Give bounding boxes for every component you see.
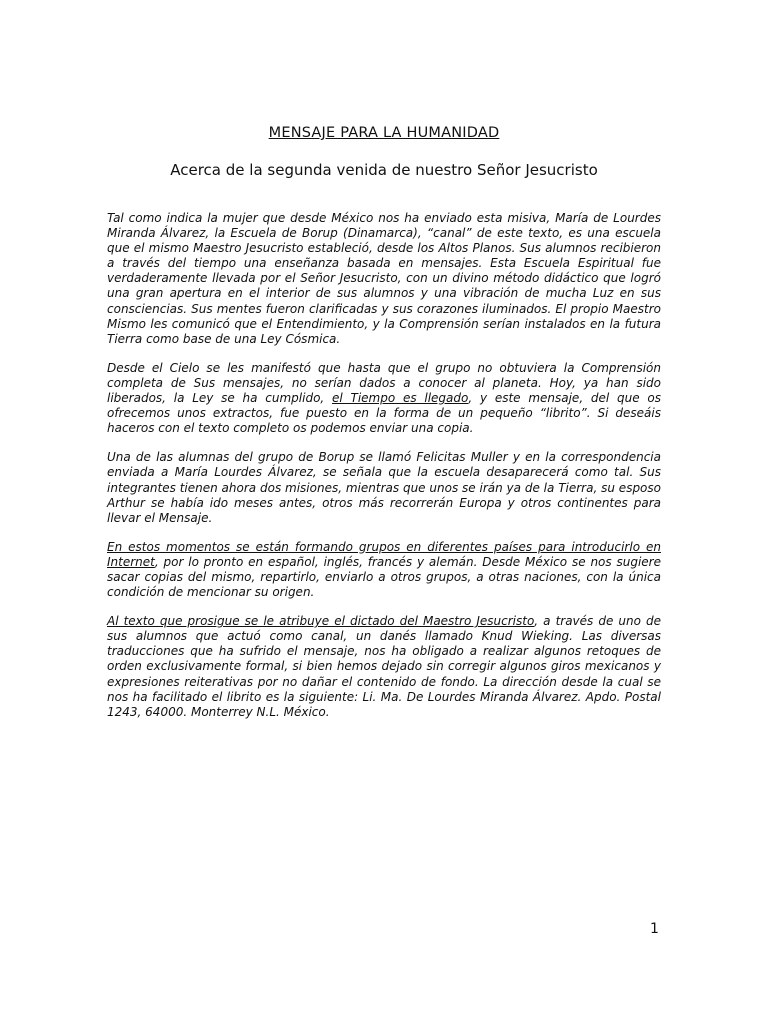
paragraph-internet bbox=[107, 540, 661, 600]
paragraph-dictation bbox=[107, 614, 661, 720]
underlined-phrase: Al texto que prosigue se le atribuye el dictado del Maestro Jesucristo bbox=[107, 614, 535, 629]
paragraph-text: Tal como indica la mujer que desde México nos ha enviado esta misiva, María de Lourdes Miranda Álvarez, la Escuela de Borup (Dinamarca), “canal” de este texto, es una escuela que el mismo Maestro Jesucristo estableció, desde los Altos Planos. Sus alumnos recibieron a través del tiempo una enseñanza basada en mensajes. Esta Escuela Espiritual fue verdaderamente llevada por el Señor Jesucristo, con un divino método didáctico que logró una gran apertura en el interior de sus alumnos y una vibración de mucha Luz en sus consciencias. Sus mentes fueron clarificadas y sus corazones iluminados. El propio Maestro Mismo les comunicó que el Entendimiento, y la Comprensión serían instalados en la futura Tierra como base de una Ley Cósmica. bbox=[107, 211, 661, 346]
paragraph-borup-group bbox=[107, 450, 661, 525]
paragraph-text: , a través de uno de sus alumnos que actuó como canal, un danés llamado Knud Wieking. Las diversas traducciones que ha sufrido el mensaje, nos ha obligado a realizar algunos retoques de orden exclusivamente formal, si bien hemos dejado sin corregir algunos giros mexicanos y expresiones reiterativas por no dañar el contenido de fondo. La dirección desde la cual se nos ha facilitado el librito es la siguiente: Li. Ma. De Lourdes Miranda Álvarez. Apdo. Postal 1243, 64000. Monterrey N.L. México. bbox=[107, 614, 661, 719]
paragraph-text: Desde el Cielo se les manifestó que hasta que el grupo no obtuviera la Comprensión completa de Sus mensajes, no serían dados a conocer al planeta. Hoy, ya han sido liberados, la Ley se ha cumplido, bbox=[107, 360, 661, 406]
paragraph-intro bbox=[107, 211, 661, 347]
page-title: MENSAJE PARA LA HUMANIDAD bbox=[268, 125, 500, 141]
page-subtitle: Acerca de la segunda venida de nuestro Señor Jesucristo bbox=[170, 161, 598, 179]
paragraph-text: Una de las alumnas del grupo de Borup se llamó Felicitas Muller y en la correspondencia enviada a María Lourdes Álvarez, se señala que la escuela desaparecerá como tal. Sus integrantes tienen ahora dos misiones, mientras que unos se irán ya de la Tierra, su esposo Arthur se había ido meses antes, otros más recorrerán Europa y otros continentes para llevar el Mensaje. bbox=[107, 450, 661, 525]
paragraph-text: , y este mensaje, del que os ofrecemos unos extractos, fue puesto en la forma de un pequeño “librito”. Si deseáis haceros con el texto completo os podemos enviar una copia. bbox=[107, 391, 661, 436]
underlined-phrase: el Tiempo es llegado bbox=[332, 391, 469, 406]
underlined-phrase: En estos momentos se están formando grupos en diferentes países para introducirlo en Internet bbox=[107, 539, 661, 569]
paragraph-text: , por lo pronto en español, inglés, francés y alemán. Desde México se nos sugiere sacar copias del mismo, repartirlo, enviarlo a otros grupos, a otras naciones, con la única condición de mencionar su origen. bbox=[107, 554, 661, 600]
document-body bbox=[107, 211, 661, 734]
paragraph-liberation bbox=[107, 361, 661, 436]
page-number: 1 bbox=[650, 921, 659, 937]
